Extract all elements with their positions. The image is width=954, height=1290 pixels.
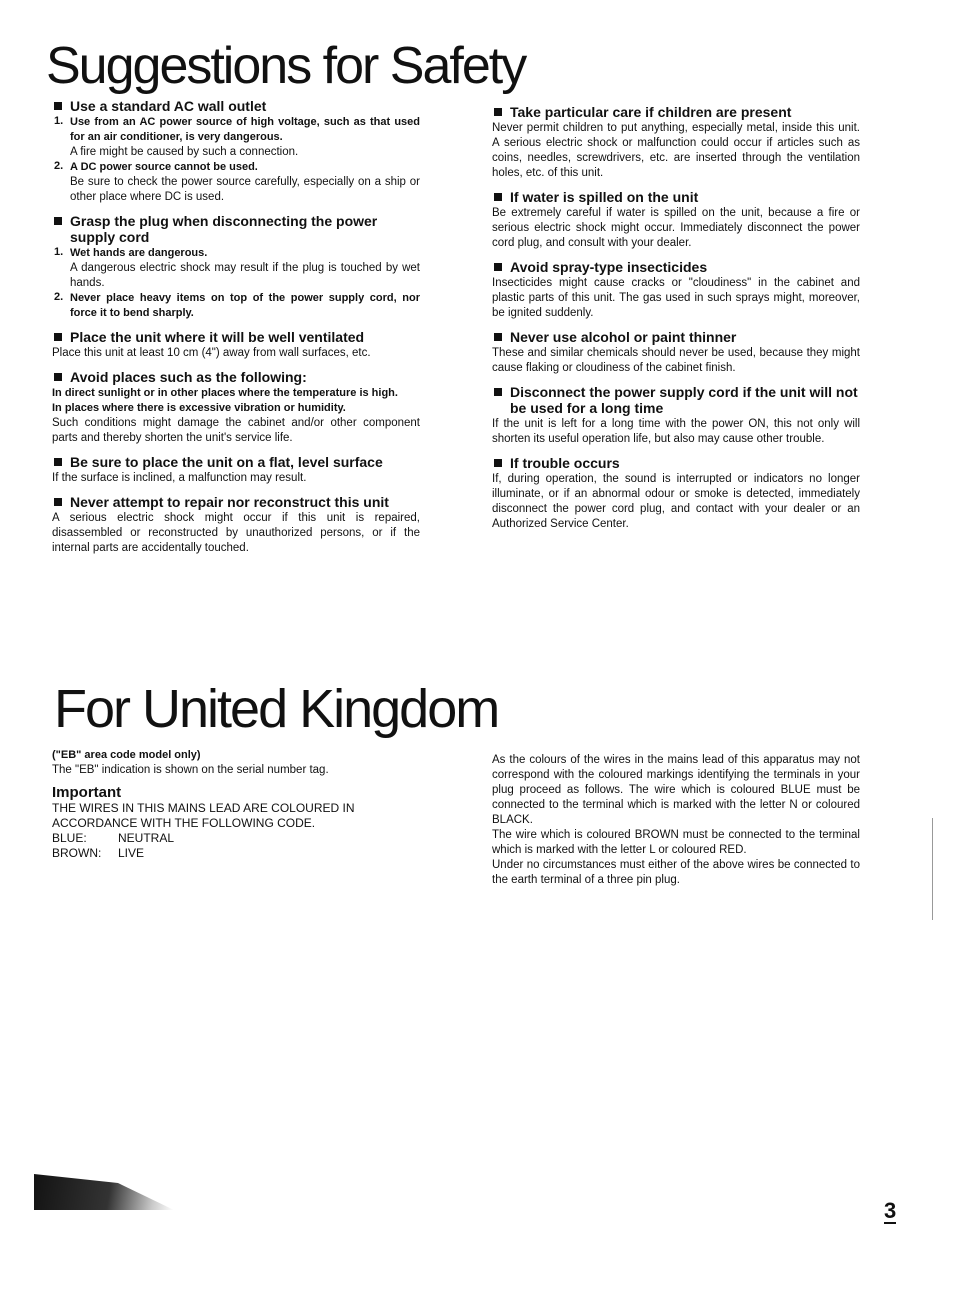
page-number: 3: [884, 1198, 897, 1223]
important-heading: Important: [52, 784, 122, 801]
uk-paragraph-1: As the colours of the wires in the mains lead of this apparatus may not correspond with the coloured markings identifying the terminals in your plug proceed as follows. The wire which is coloured BLUE must be connected to the terminal which is marked with the letter N or coloured BLACK.: [492, 754, 860, 826]
section-text: Such conditions might damage the cabinet and/or other component parts and thereby shorten the unit's service life.: [52, 417, 420, 444]
section-text: If, during operation, the sound is interrupted or indicators no longer illuminate, or if an abnormal odour or smoke is detected, immediately disconnect the power cord plug, and contact with your dealer or an Authorized Service Center.: [492, 473, 860, 530]
section-text: Insecticides might cause cracks or "cloudiness" in the cabinet and plastic parts of this unit. The gas used in such sprays might, moreover, be ignited suddenly.: [492, 277, 860, 319]
section-heading: If water is spilled on the unit: [492, 189, 860, 205]
section-flat-surface: [52, 454, 420, 486]
scan-edge-line: [932, 818, 933, 920]
section-heading: Never attempt to repair nor reconstruct this unit: [52, 494, 420, 510]
wire-code-brown: [52, 846, 432, 861]
item-text: A fire might be caused by such a connection.: [70, 146, 299, 158]
section-no-repair: [52, 494, 420, 556]
section-avoid-places: [52, 369, 420, 446]
section-text: Place this unit at least 10 cm (4") away from wall surfaces, etc.: [52, 347, 371, 359]
item-number: 2.: [54, 160, 64, 172]
section-heading: Avoid spray-type insecticides: [492, 259, 860, 275]
safety-left-column: [52, 98, 420, 564]
section-heading: If trouble occurs: [492, 455, 860, 471]
section-insecticides: [492, 259, 860, 321]
section-heading: Place the unit where it will be well ventilated: [52, 329, 420, 345]
section-text: If the unit is left for a long time with the power ON, this not only will shorten its useful operation life, but also may cause other trouble.: [492, 418, 860, 445]
uk-paragraph-3: Under no circumstances must either of the above wires be connected to the earth terminal of a three pin plug.: [492, 859, 860, 886]
section-text: A serious electric shock might occur if this unit is repaired, disassembled or reconstructed by unauthorized persons, or if the internal parts are accidentally touched.: [52, 512, 420, 554]
uk-left-column: [52, 748, 432, 861]
section-heading: Use a standard AC wall outlet: [52, 98, 420, 114]
item-bold: A DC power source cannot be used.: [70, 161, 258, 173]
blue-value: NEUTRAL: [118, 831, 175, 845]
section-heading: Be sure to place the unit on a flat, level surface: [52, 454, 420, 470]
section-heading: Avoid places such as the following:: [52, 369, 420, 385]
brown-value: LIVE: [118, 846, 145, 860]
section-ventilation: [52, 329, 420, 361]
blue-label: BLUE:: [52, 831, 87, 845]
item-number: 1.: [54, 115, 64, 127]
scan-shadow: [34, 1150, 174, 1210]
item-bold: Never place heavy items on top of the power supply cord, nor force it to bend sharply.: [70, 292, 420, 319]
item-text: Be sure to check the power source carefully, especially on a ship or other place where DC is used.: [70, 176, 420, 203]
section-heading: Grasp the plug when disconnecting the power supply cord: [52, 213, 420, 245]
section-text: Be extremely careful if water is spilled on the unit, because a fire or serious electric shock might occur. Immediately disconnect the power cord plug, and consult with your dealer.: [492, 207, 860, 249]
model-note: ("EB" area code model only): [52, 749, 201, 761]
section-bold: In direct sunlight or in other places where the temperature is high.: [52, 387, 398, 399]
section-grasp-plug: [52, 213, 420, 321]
brown-label: BROWN:: [52, 846, 102, 860]
section-disconnect: [492, 384, 860, 447]
section-heading: Never use alcohol or paint thinner: [492, 329, 860, 345]
item-text: A dangerous electric shock may result if the plug is touched by wet hands.: [70, 262, 420, 289]
section-children: [492, 104, 860, 181]
section-ac-outlet: [52, 98, 420, 205]
section-text: These and similar chemicals should never be used, because they might cause flaking or cloudiness of the cabinet finish.: [492, 347, 860, 374]
section-alcohol: [492, 329, 860, 376]
section-bold: In places where there is excessive vibration or humidity.: [52, 402, 346, 414]
safety-right-column: [492, 104, 860, 540]
section-heading: Disconnect the power supply cord if the unit will not be used for a long time: [492, 384, 860, 416]
section-text: Never permit children to put anything, especially metal, inside this unit. A serious electric shock or malfunction could occur if articles such as coins, needles, screwdrivers, etc. are inserted through the ventilation holes, etc. of this unit.: [492, 122, 860, 179]
wires-text: THE WIRES IN THIS MAINS LEAD ARE COLOURED IN ACCORDANCE WITH THE FOLLOWING CODE.: [52, 801, 355, 830]
item-bold: Use from an AC power source of high voltage, such as that used for an air conditioner, is very dangerous.: [70, 116, 420, 143]
tag-note: The "EB" indication is shown on the serial number tag.: [52, 764, 329, 776]
section-heading: Take particular care if children are present: [492, 104, 860, 120]
wire-code-blue: [52, 831, 432, 846]
page-title-safety: Suggestions for Safety: [46, 37, 526, 95]
section-text: If the surface is inclined, a malfunction may result.: [52, 472, 307, 484]
section-trouble: [492, 455, 860, 532]
uk-right-column: [492, 753, 860, 888]
section-water-spilled: [492, 189, 860, 251]
item-number: 2.: [54, 291, 64, 303]
page-title-uk: For United Kingdom: [54, 679, 499, 739]
item-number: 1.: [54, 246, 64, 258]
item-bold: Wet hands are dangerous.: [70, 247, 208, 259]
uk-paragraph-2: The wire which is coloured BROWN must be connected to the terminal which is marked with the letter L or coloured RED.: [492, 829, 860, 856]
